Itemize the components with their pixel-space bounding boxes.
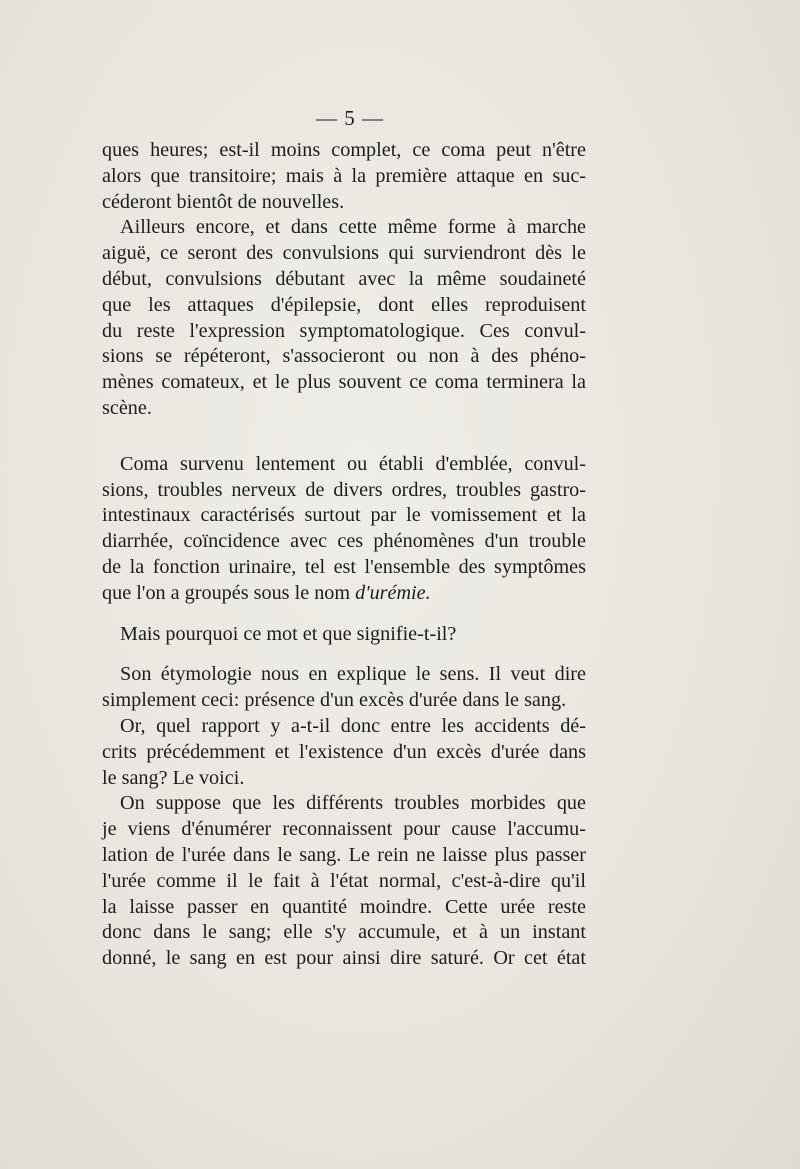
text-line: sions, troubles nerveux de divers ordres, troubles gastro- (102, 478, 586, 501)
text-line: sions se répéteront, s'associeront ou non à des phéno- (102, 345, 586, 368)
body-text (102, 138, 586, 972)
paragraph-5 (102, 662, 586, 714)
text-line: Coma survenu lentement ou établi d'emblée, convul- (120, 452, 586, 475)
text-line: donc dans le sang; elle s'y accumule, et à un instant (102, 921, 586, 944)
text-line: Or, quel rapport y a-t-il donc entre les accidents dé- (120, 714, 586, 737)
paragraph-6 (102, 714, 586, 791)
text-line: Ailleurs encore, et dans cette même forme à marche (120, 216, 586, 239)
text-line: l'urée comme il le fait à l'état normal, c'est-à-dire qu'il (102, 869, 586, 892)
text-line: de la fonction urinaire, tel est l'ensemble des symptômes (102, 555, 586, 578)
text-line: crits précédemment et l'existence d'un excès d'urée dans (102, 740, 586, 763)
text-line: intestinaux caractérisés surtout par le vomissement et la (102, 504, 586, 527)
paragraph-gap (102, 607, 586, 622)
text-line: ques heures; est-il moins complet, ce coma peut n'être (102, 139, 586, 161)
text-line: du reste l'expression symptomatologique. Ces convul- (102, 319, 586, 342)
paragraph-2 (102, 215, 586, 421)
paragraph-gap (102, 647, 586, 662)
text-line: le sang? Le voici. (102, 766, 245, 789)
text-line: Mais pourquoi ce mot et que signifie-t-il? (120, 622, 457, 645)
text-line: aiguë, ce seront des convulsions qui surviendront dès le (102, 242, 586, 265)
text-line: alors que transitoire; mais à la première attaque en suc- (102, 164, 586, 187)
text-line: mènes comateux, et le plus souvent ce coma terminera la (102, 371, 586, 394)
text-line: céderont bientôt de nouvelles. (102, 190, 345, 213)
text-line: Son étymologie nous en explique le sens. Il veut dire (120, 663, 586, 686)
paragraph-1 (102, 138, 586, 215)
page-number: — 5 — (316, 106, 384, 130)
text-line: donné, le sang en est pour ainsi dire saturé. Or cet état (102, 947, 586, 970)
paragraph-4 (102, 622, 586, 648)
text-line: simplement ceci: présence d'un excès d'urée dans le sang. (102, 689, 567, 712)
text-line: que les attaques d'épilepsie, dont elles reproduisent (102, 293, 586, 316)
italic-term: d'urémie. (355, 581, 431, 604)
text-line: la laisse passer en quantité moindre. Cette urée reste (102, 895, 586, 918)
text-line (102, 581, 586, 607)
text-line: début, convulsions débutant avec la même soudaineté (102, 267, 586, 290)
paragraph-7 (102, 791, 586, 972)
paragraph-3 (102, 452, 586, 607)
text-line: scène. (102, 396, 152, 419)
text-line: On suppose que les différents troubles morbides que (120, 792, 586, 815)
text-fragment: que l'on a groupés sous le nom (102, 581, 356, 604)
text-line: lation de l'urée dans le sang. Le rein ne laisse plus passer (102, 843, 586, 866)
text-line: je viens d'énumérer reconnaissent pour cause l'accumu- (102, 818, 586, 841)
text-line: diarrhée, coïncidence avec ces phénomènes d'un trouble (102, 530, 586, 553)
section-break (102, 422, 586, 452)
